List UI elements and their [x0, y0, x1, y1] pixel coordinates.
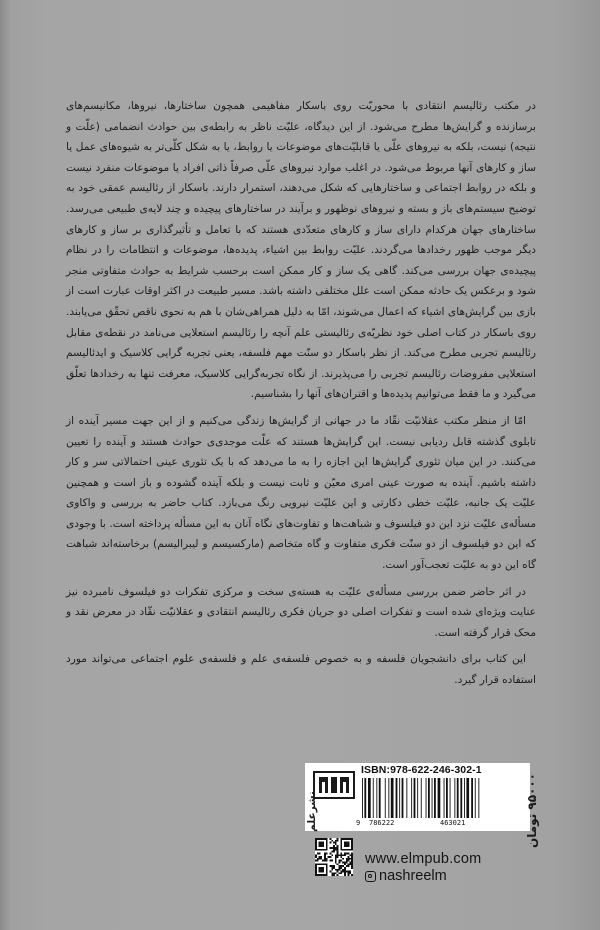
barcode-digit-lead: 9: [356, 819, 361, 827]
blurb-paragraph-2: امّا از منظر مکتب عقلانیّت نقّاد ما در جهانی از گرایش‌ها زندگی می‌کنیم و از این جهت مسیر آینده از تابلوی گذشته قابل ردیابی نیست. این گرایش‌ها هستند که علّت موجدی‌ی حوادث هستند و آینده را تعیین می‌کنند. در این میان تئوری گرایش‌ها این اجازه را به ما می‌دهد که با یک تئوری عینی احتمالاتی سر و کار داشته باشیم. آینده به صورت عینی امری معیّن و ثابت نیست و بلکه آینده گشوده و باز است و همچنین علیّت یک جانبه، علیّت خطی دکارتی و این علیّت نیرویی رنگ می‌بازد. کتاب حاضر به بررسی و واکاوی مسأله‌ی علیّت نزد این دو فیلسوف و شباهت‌ها و تفاوت‌های نگاه آنان به این مسأله پرداخته است. با وجودی که این دو فیلسوف از دو سنّت فکری متفاوت و گاه متخاصم (مارکسیسم و لیبرالیسم) برخاسته‌اند شباهت گاه این دو به علیّت تعجب‌آور است.: [66, 414, 536, 572]
instagram-handle[interactable]: [365, 868, 447, 884]
instagram-label: nashreelm: [379, 868, 447, 884]
instagram-icon: [365, 871, 376, 882]
publisher-name: نشرعلم: [306, 791, 318, 832]
blurb-paragraph-4: این کتاب برای دانشجویان فلسفه و به خصوص فلسفه‌ی علم و فلسفه‌ی علوم اجتماعی می‌تواند مورد استفاده قرار گیرد.: [66, 653, 536, 687]
blurb-paragraph-3: در اثر حاضر ضمن بررسی مسأله‌ی علیّت به هسته‌ی سخت و مرکزی تفکرات دو فیلسوف نامبرده نیز عنایت ویژه‌ای شده است و تفکرات اصلی دو جریان فکری رئالیسم انتقادی و عقلانیّت نقّاد در معرض نقد و محک قرار گرفته است.: [66, 585, 536, 639]
barcode-digits-right: 463021: [440, 819, 466, 827]
price: ۹۵۰۰۰ تومان: [525, 772, 539, 848]
blurb-text: [66, 96, 536, 697]
barcode-digits-left: 786222: [369, 819, 395, 827]
barcode: [360, 778, 520, 818]
website-link[interactable]: www.elmpub.com: [365, 851, 482, 867]
spine-shadow: [0, 0, 10, 930]
isbn: ISBN:978-622-246-302-1: [361, 764, 482, 776]
blurb-paragraph-1: در مکتب رئالیسم انتقادی با محوریّت روی باسکار مفاهیمی همچون ساختارها، نیروها، مکانیسم‌های برسازنده و گرایش‌ها مطرح می‌شود. از این دیدگاه، علیّت ناظر به رابطه‌ی بین حوادث انضمامی (علّت و نتیجه) نیست، بلکه به نیروهای علّی یا قابلیّت‌های موضوعات یا روابط، یا به شکل کلّی‌تر به شیوه‌های عمل یا ساز و کارهای آنها مربوط می‌شود. در اغلب موارد نیروهای علّی صرفاً ذاتی افراد یا موضوعات منفرد نیست و بلکه در روابط اجتماعی و ساختارهایی که شکل می‌دهند، استمرار دارند. باسکار از رئالیسم عمقی خود به توضیح سیستم‌های باز و بسته و نیروهای نوظهور و برآیند در ساختارهای پیچیده و چند لایه‌ی طبیعی می‌رسد. ساختارهای جهان هرکدام دارای ساز و کارهای متعدّدی هستند که با تعامل و تأثیرگذاری بر ساز و کارهای دیگر موجب ظهور رخدادها می‌گردند. علیّت روابط بین اشیاء، پدیده‌ها، موضوعات و انتظامات را در نظام پیچیده‌ی جهان بررسی می‌کند. گاهی یک ساز و کار ممکن است برحسب شرایط به حوادث متفاوتی منجر شود و برعکس یک حادثه ممکن است علل مختلفی داشته باشد. مسیر طبیعت در اکثر اوقات عبارت است از بازی بین گرایش‌های اشیاء که اعمال می‌شوند، امّا به دلیل همراهی‌شان با هم به نحوی ناقص تحقّق می‌یابند. روی باسکار در کتاب اصلی خود نظریّه‌ی رئالیستی علم آنچه را رئالیسم استعلایی می‌نامد در نقطه‌ی مقابل رئالیسم تجربی مطرح می‌کند. از نظر باسکار دو سنّت مهم فلسفه، یعنی تجربه گرایی کلاسیک و ایدئالیسم استعلایی مفروضات رئالیسم تجربی را می‌پذیرند. از نگاه تجربه‌گرایی کلاسیک، معرفت تنها به رخدادها تعلّق می‌گیرد و ما فقط می‌توانیم پدیده‌ها و اقتران‌های آنها را بشناسیم.: [66, 100, 536, 401]
qr-code: [315, 838, 353, 876]
